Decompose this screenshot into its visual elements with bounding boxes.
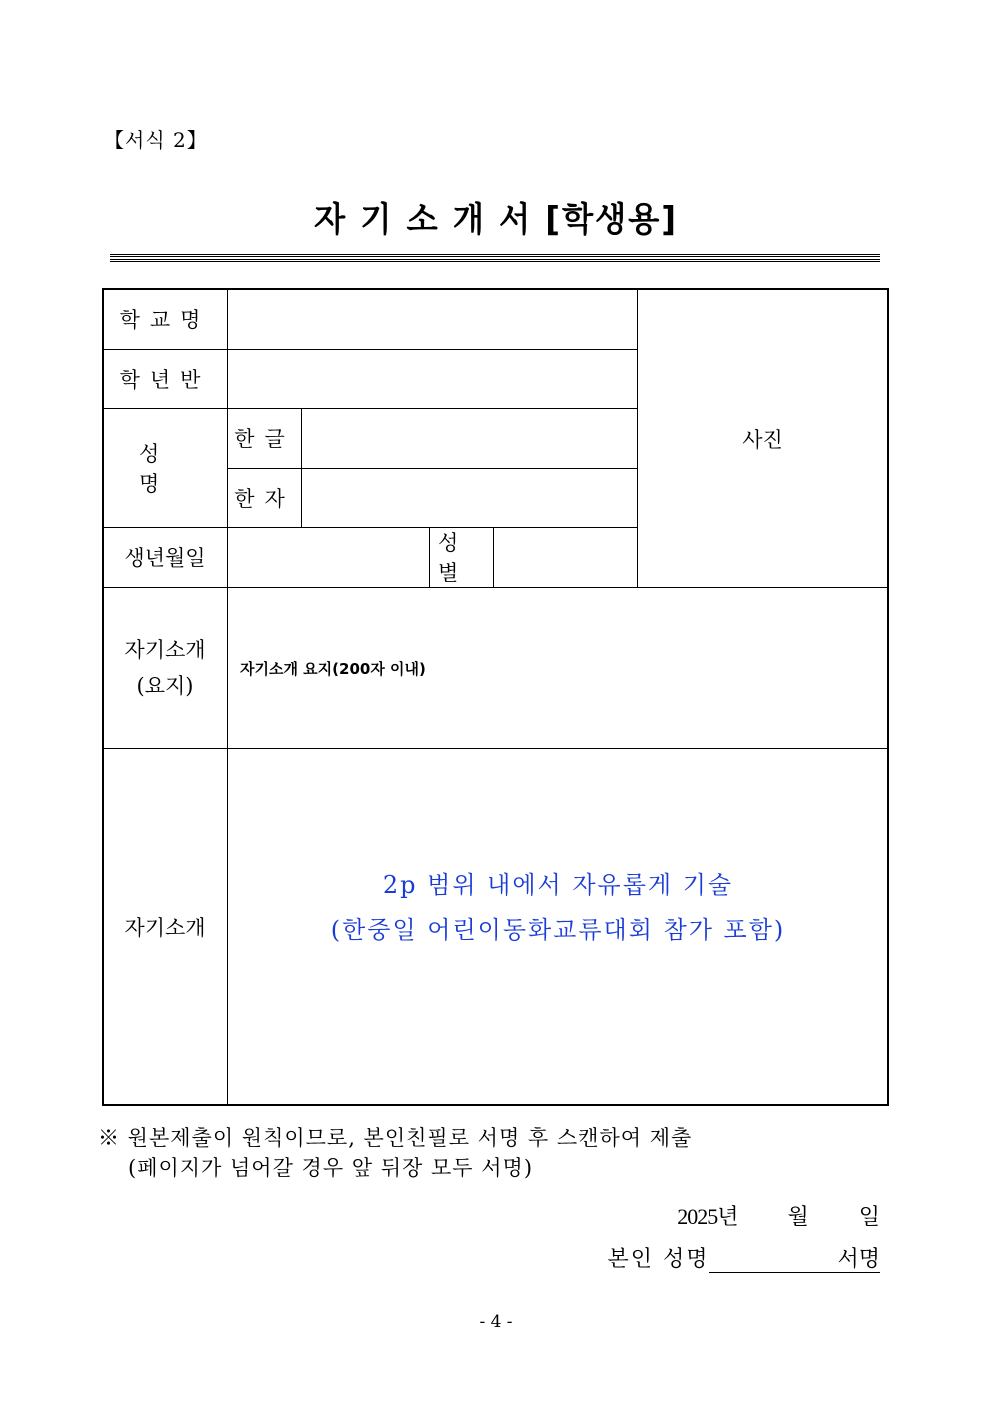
intro-guide-line2: (한중일 어린이동화교류대회 참가 포함) [330, 916, 786, 944]
school-name-label: 학교명 [119, 308, 211, 332]
summary-hint: 자기소개 요지(200자 이내) [240, 660, 426, 678]
form-label: 【서식 2】 [104, 128, 208, 152]
name-hanja-label: 한자 [234, 486, 295, 511]
date-year: 2025년 [677, 1204, 738, 1229]
signature-field[interactable] [709, 1248, 837, 1273]
date-month: 월 [787, 1205, 809, 1230]
intro-guide-line1: 2p 범위 내에서 자유롭게 기술 [382, 871, 734, 899]
sign-word: 서명 [837, 1247, 880, 1272]
signature-line [607, 1242, 880, 1273]
page-number: - 4 - [479, 1312, 513, 1332]
grade-class-field[interactable] [228, 350, 637, 408]
school-name-field[interactable] [228, 290, 637, 349]
birthdate-label: 생년월일 [124, 546, 206, 570]
summary-label-line1: 자기소개 [124, 637, 206, 662]
summary-label [103, 587, 227, 748]
date-line [677, 1200, 880, 1231]
photo-label: 사진 [742, 427, 783, 452]
name-korean-label: 한글 [234, 427, 295, 451]
name-label: 성 명 [139, 441, 196, 496]
date-day: 일 [858, 1205, 880, 1230]
signer-label: 본인 성명 [607, 1247, 710, 1272]
submission-note: ※ 원본제출이 원칙이므로, 본인친필로 서명 후 스캔하여 제출 [98, 1126, 693, 1150]
summary-label-line2: (요지) [136, 673, 194, 698]
gender-label: 성별 [438, 531, 469, 585]
photo-box[interactable] [638, 290, 887, 587]
title-double-rule [110, 254, 880, 262]
birthdate-field[interactable] [228, 528, 429, 587]
name-hanja-field[interactable] [302, 469, 637, 527]
document-title: 자 기 소 개 서 [학생용] [314, 200, 678, 240]
name-korean-field[interactable] [302, 409, 637, 468]
grade-class-label: 학년반 [119, 367, 211, 392]
signature-note: (페이지가 넘어갈 경우 앞 뒤장 모두 서명) [128, 1156, 534, 1180]
gender-field[interactable] [494, 528, 637, 587]
intro-label: 자기소개 [124, 915, 206, 940]
